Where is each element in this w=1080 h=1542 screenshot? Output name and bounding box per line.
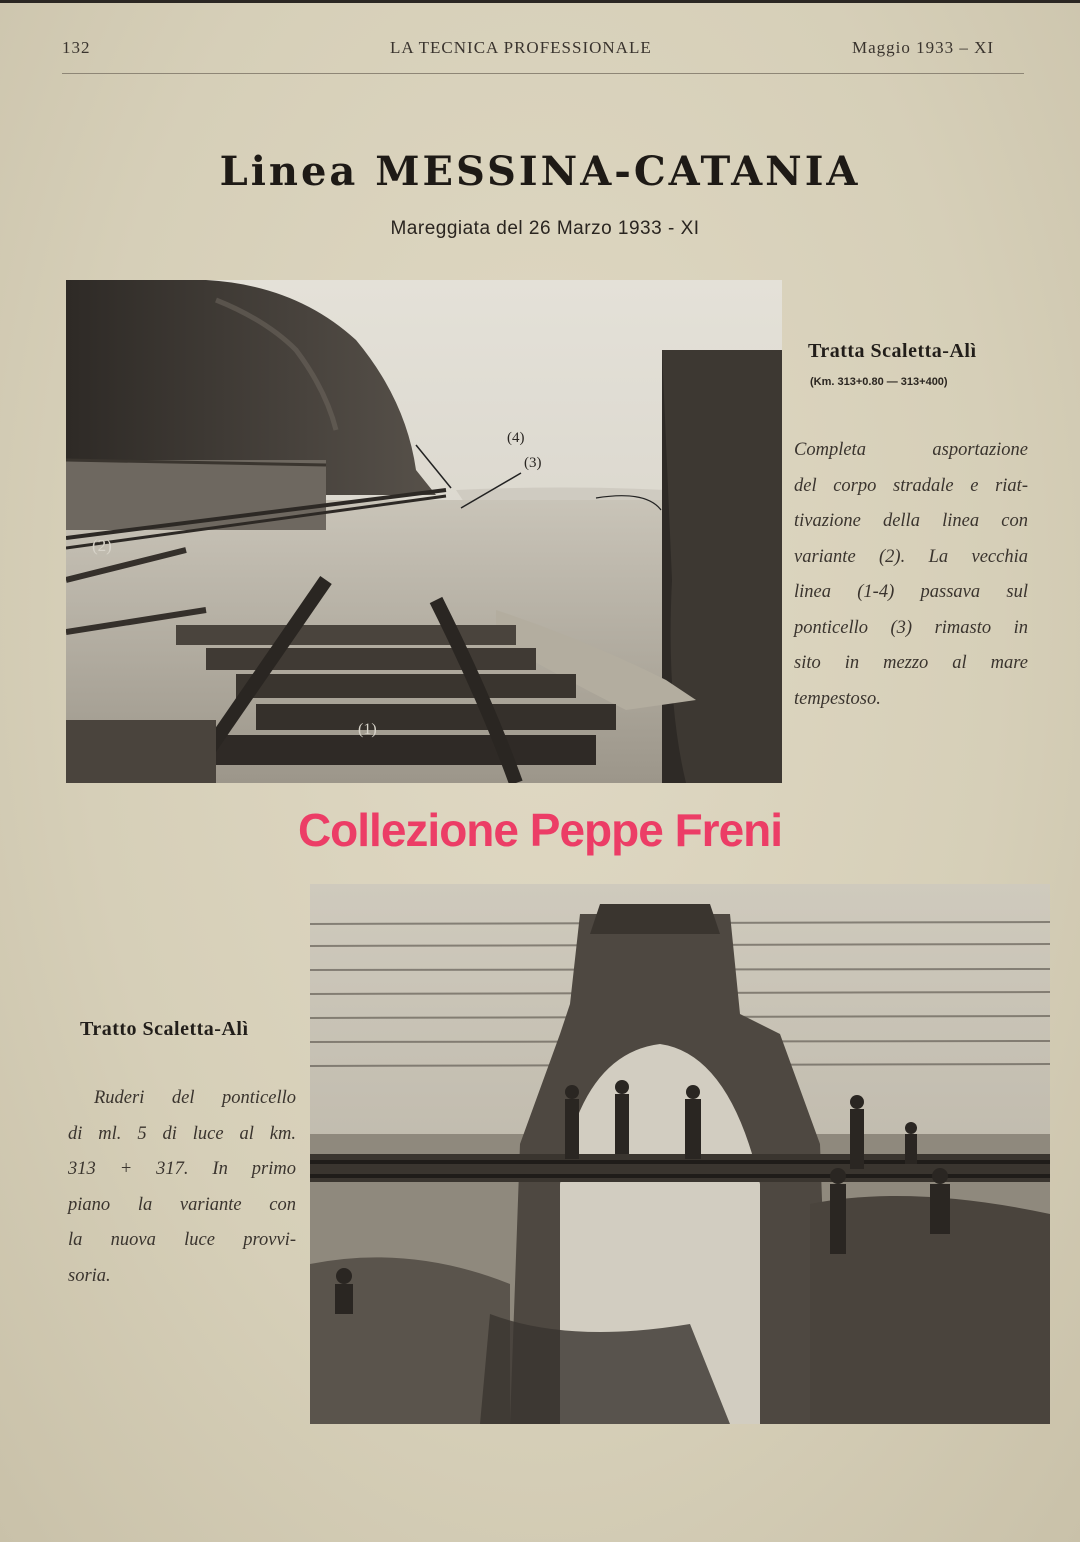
label-1: (1) xyxy=(358,721,377,738)
label-3: (3) xyxy=(524,455,542,471)
caption2-line: 313 + 317. In primo xyxy=(68,1159,296,1179)
caption2-line: Ruderi del ponticello xyxy=(94,1088,296,1108)
collection-watermark: Collezione Peppe Freni xyxy=(297,804,783,856)
caption1-line: tivazione della linea con xyxy=(794,511,1028,531)
article-title: Linea MESSINA-CATANIA xyxy=(219,148,861,195)
top-edge-line xyxy=(0,0,1080,3)
caption1-line: Completa asportazione xyxy=(794,440,1028,460)
page-number: 132 xyxy=(62,38,91,57)
caption1-line: linea (1-4) passava sul xyxy=(794,582,1028,602)
caption1-heading: Tratta Scaletta-Alì xyxy=(808,340,977,362)
caption2-line: piano la variante con xyxy=(68,1194,296,1215)
caption2-line: soria. xyxy=(68,1265,111,1286)
caption2-text xyxy=(68,1081,296,1294)
caption2-line: la nuova luce provvi- xyxy=(68,1230,296,1250)
caption1-km-range: (Km. 313+0.80 — 313+400) xyxy=(810,376,948,388)
caption1-line: tempestoso. xyxy=(794,688,881,709)
caption2-heading: Tratto Scaletta-Alì xyxy=(80,1018,249,1040)
header-rule xyxy=(62,73,1024,74)
issue-date: Maggio 1933 – XI xyxy=(852,38,995,57)
caption1-text xyxy=(794,433,1028,717)
article-subtitle: Mareggiata del 26 Marzo 1933 - XI xyxy=(390,218,700,239)
caption1-line: del corpo stradale e riat- xyxy=(794,475,1028,496)
caption1-line: ponticello (3) rimasto in xyxy=(794,617,1028,638)
caption2-line: di ml. 5 di luce al km. xyxy=(68,1123,296,1144)
journal-name: LA TECNICA PROFESSIONALE xyxy=(390,38,652,57)
label-2: (2) xyxy=(92,536,112,555)
caption1-line: variante (2). La vecchia xyxy=(794,546,1028,567)
bridge-ruins-photo xyxy=(310,884,1050,1424)
caption1-line: sito in mezzo al mare xyxy=(794,653,1028,673)
storm-damage-photo xyxy=(66,280,782,783)
label-4: (4) xyxy=(507,430,525,446)
